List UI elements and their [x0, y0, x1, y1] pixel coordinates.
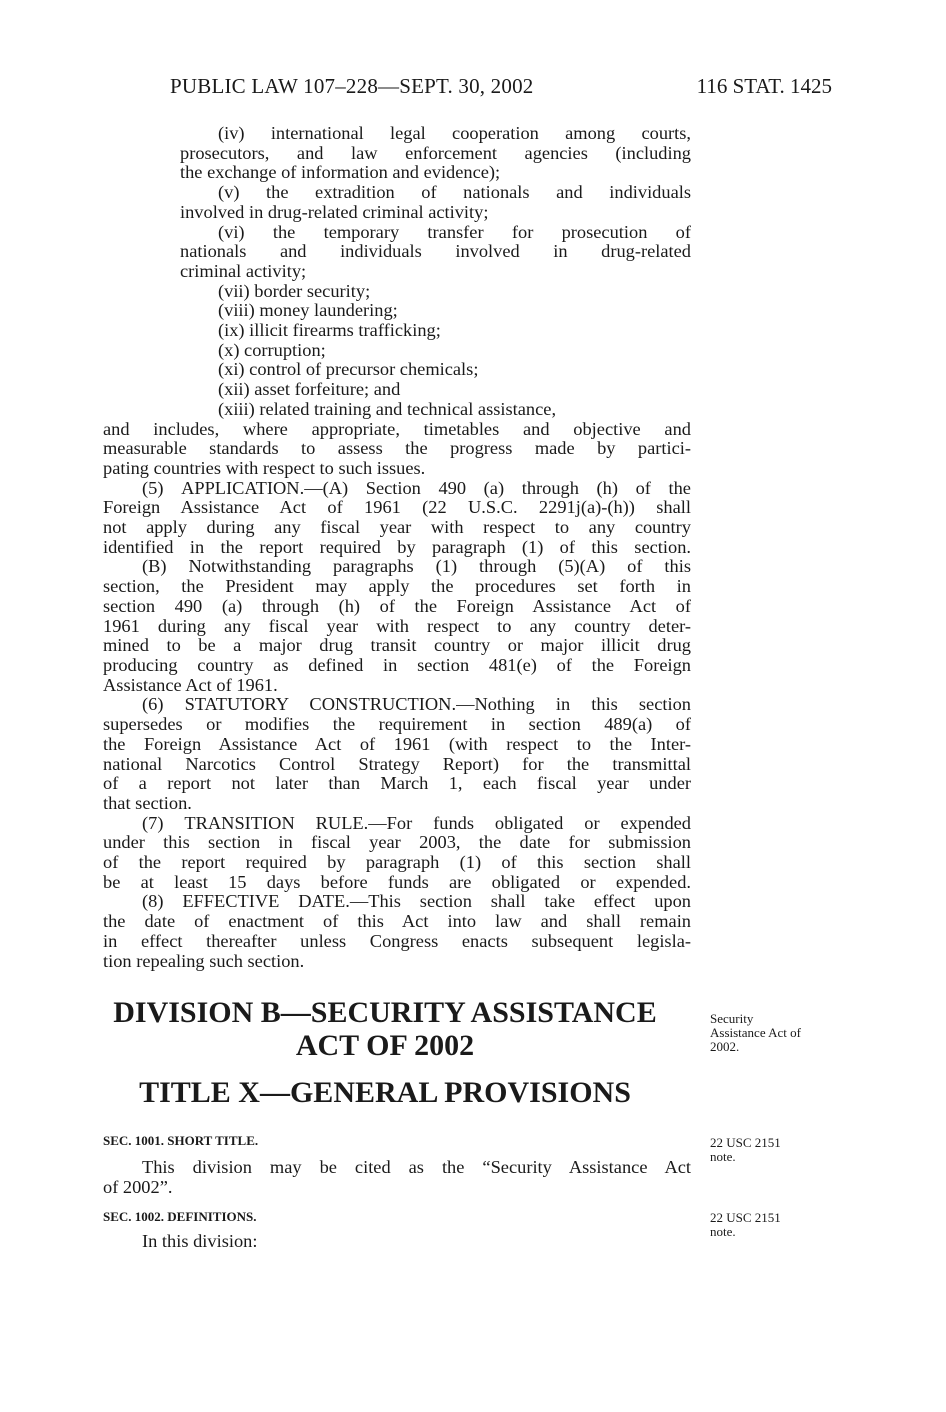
paragraph-8-line-3: in effect thereafter unless Congress enacts subsequent legisla- [103, 930, 691, 951]
clause-iv-line-1: (iv) international legal cooperation among courts, [218, 123, 691, 143]
division-note-line-3: 2002. [710, 1039, 740, 1054]
paragraph-6-line-6: that section. [103, 792, 192, 813]
header-law-citation: PUBLIC LAW 107–228—SEPT. 30, 2002 [170, 74, 534, 98]
sec-1001-note-line-1: 22 USC 2151 [710, 1135, 781, 1150]
clause-ix: (ix) illicit firearms trafficking; [218, 320, 441, 341]
paragraph-6-line-1 [103, 695, 691, 715]
section-body-text [103, 124, 691, 971]
paragraph-5b-line-5: mined to be a major drug transit country or major illicit drug [103, 635, 691, 656]
paragraph-5-line-2: Foreign Assistance Act of 1961 (22 U.S.C. 2291j(a)-(h)) shall [103, 497, 691, 518]
clause-v-line-2: involved in drug-related criminal activity; [180, 201, 489, 222]
paragraph-6-text: —Nothing in this section [456, 694, 691, 715]
header-stat-page: 116 STAT. 1425 [696, 74, 832, 98]
division-margin-note [710, 1012, 801, 1054]
paragraph-6-line-4: national Narcotics Control Strategy Report) for the transmittal [103, 753, 691, 774]
sec-1002-note-line-2: note. [710, 1224, 736, 1239]
sec-1001-note-line-2: note. [710, 1149, 736, 1164]
clause-xii: (xii) asset forfeiture; and [218, 379, 401, 400]
clause-xi: (xi) control of precursor chemicals; [218, 359, 479, 380]
paragraph-5-line-1 [103, 479, 691, 499]
running-header [170, 74, 832, 104]
paragraph-5-text: —(A) Section 490 (a) through (h) of the [304, 477, 691, 498]
division-note-line-2: Assistance Act of [710, 1025, 801, 1040]
paragraph-8-heading: EFFECTIVE DATE. [182, 891, 350, 912]
clause-iv-line-2: prosecutors, and law enforcement agencies (including [180, 142, 691, 163]
sec-1001-heading: SEC. 1001. SHORT TITLE. [103, 1133, 259, 1148]
sec-1002-heading: SEC. 1002. DEFINITIONS. [103, 1209, 257, 1224]
sec-1002-body [103, 1231, 691, 1251]
clause-vi-line-1: (vi) the temporary transfer for prosecution of [218, 221, 691, 242]
paragraph-8-line-1 [103, 892, 691, 912]
paragraph-5b-line-2: section, the President may apply the procedures set forth in [103, 576, 691, 597]
paragraph-8-line-2: the date of enactment of this Act into law and shall remain [103, 911, 691, 932]
paragraph-6-heading: STATUTORY CONSTRUCTION. [184, 694, 457, 715]
sec-1001-line-2: of 2002”. [103, 1177, 173, 1197]
paragraph-5b-line-7: Assistance Act of 1961. [103, 674, 278, 695]
paragraph-8-line-4: tion repealing such section. [103, 950, 305, 971]
division-heading-line-2: ACT OF 2002 [295, 1029, 475, 1062]
sec-1001-body [103, 1157, 691, 1197]
clause-x: (x) corruption; [218, 339, 326, 360]
paragraph-7-heading: TRANSITION RULE. [184, 812, 369, 833]
paragraph-8-text: —This section shall take effect upon [349, 891, 691, 912]
clause-v-line-1: (v) the extradition of nationals and individuals [218, 182, 691, 203]
paragraph-5b-line-4: 1961 during any fiscal year with respect to any country deter- [103, 615, 691, 636]
flush-line-2: measurable standards to assess the progress made by partici- [103, 438, 691, 459]
clause-iv-line-3: the exchange of information and evidence); [180, 162, 501, 183]
paragraph-5-number: (5) [142, 477, 164, 498]
paragraph-5b-line-3: section 490 (a) through (h) of the Foreign Assistance Act of [103, 595, 691, 616]
sec-1002-line-1: In this division: [142, 1231, 258, 1251]
sec-1001-line-1: This division may be cited as the “Security Assistance Act [142, 1157, 691, 1177]
paragraph-5b-line-1: (B) Notwithstanding paragraphs (1) through (5)(A) of this [142, 556, 691, 577]
paragraph-6-line-2: supersedes or modifies the requirement in section 489(a) of [103, 714, 691, 735]
paragraph-8-number: (8) [142, 891, 164, 912]
clause-viii: (viii) money laundering; [218, 300, 398, 321]
sec-1001-margin-note [710, 1136, 781, 1164]
clause-xiii: (xiii) related training and technical assistance, [218, 398, 557, 419]
paragraph-7-text: —For funds obligated or expended [368, 812, 691, 833]
paragraph-7-number: (7) [142, 812, 164, 833]
clause-vii: (vii) border security; [218, 280, 371, 301]
flush-line-1: and includes, where appropriate, timetables and objective and [103, 418, 691, 439]
title-heading: TITLE X—GENERAL PROVISIONS [139, 1076, 631, 1109]
paragraph-5-line-3: not apply during any fiscal year with respect to any country [103, 517, 691, 538]
division-note-line-1: Security [710, 1011, 754, 1026]
clause-vi-line-2: nationals and individuals involved in drug-related [180, 241, 691, 262]
paragraph-7-line-1 [103, 814, 691, 834]
sec-1002-margin-note [710, 1211, 781, 1239]
paragraph-6-line-5: of a report not later than March 1, each fiscal year under [103, 773, 691, 794]
division-heading-line-1: DIVISION B—SECURITY ASSISTANCE [113, 996, 657, 1029]
division-heading [60, 996, 710, 1062]
flush-line-3: pating countries with respect to such issues. [103, 457, 426, 478]
paragraph-7-line-2: under this section in fiscal year 2003, the date for submission [103, 832, 691, 853]
paragraph-5-line-4: identified in the report required by paragraph (1) of this section. [103, 536, 691, 557]
paragraph-5b-line-6: producing country as defined in section 481(e) of the Foreign [103, 654, 691, 675]
paragraph-6-number: (6) [142, 694, 164, 715]
sec-1002-note-line-1: 22 USC 2151 [710, 1210, 781, 1225]
paragraph-7-line-3: of the report required by paragraph (1) of this section shall [103, 852, 691, 873]
paragraph-6-line-3: the Foreign Assistance Act of 1961 (with respect to the Inter- [103, 733, 691, 754]
clause-vi-line-3: criminal activity; [180, 260, 307, 281]
paragraph-7-line-4: be at least 15 days before funds are obligated or expended. [103, 871, 691, 892]
paragraph-5-heading: APPLICATION. [181, 477, 305, 498]
